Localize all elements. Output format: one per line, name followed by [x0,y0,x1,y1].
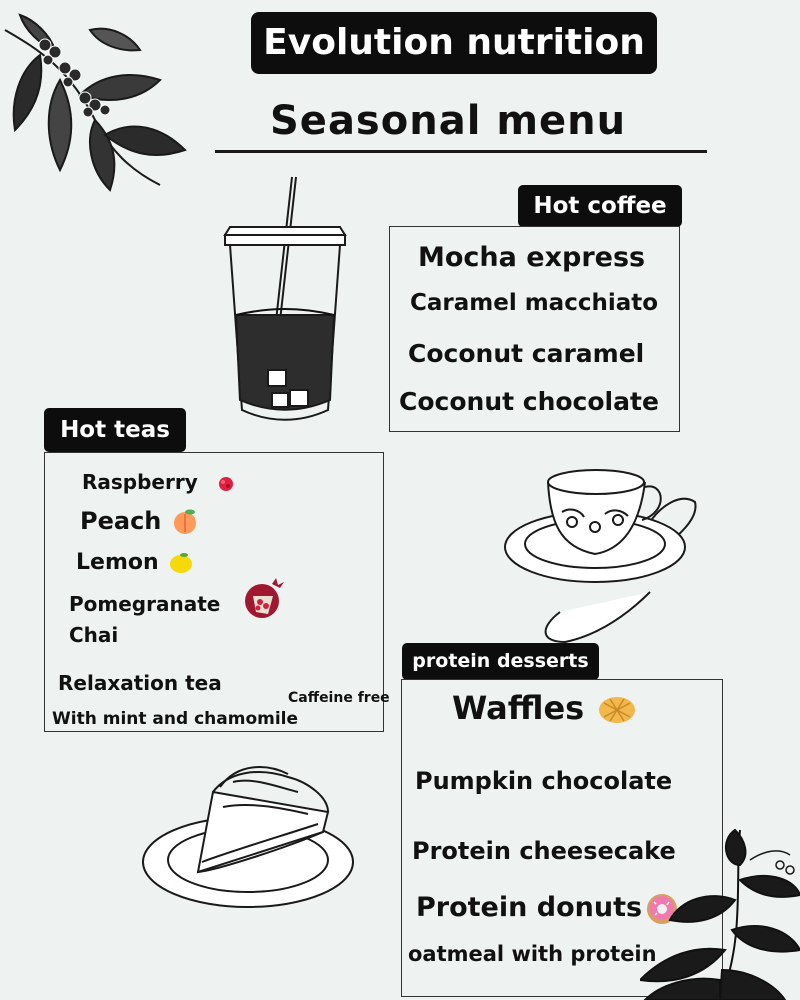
hot-teas-label: Hot teas [44,408,186,452]
caffeine-free-note: Caffeine free [288,690,390,706]
brand-title: Evolution nutrition [251,12,657,74]
dessert-item-pumpkin-chocolate: Pumpkin chocolate [415,767,673,795]
dessert-item-oatmeal: oatmeal with protein [408,942,657,966]
tea-item-chai: Chai [69,623,119,647]
protein-desserts-label: protein desserts [402,643,599,680]
tea-item-lemon: Lemon [76,550,159,575]
raspberry-icon [216,473,236,493]
waffle-icon [598,695,636,725]
coffee-item-coconut-chocolate: Coconut chocolate [399,387,659,416]
iced-coffee-cup-icon [210,175,360,430]
tea-item-raspberry: Raspberry [82,470,198,494]
dessert-item-waffles: Waffles [452,689,585,727]
coffee-item-coconut-caramel: Coconut caramel [408,339,645,368]
dessert-item-protein-cheesecake: Protein cheesecake [412,837,676,865]
coffee-branch-icon [0,10,190,195]
peach-icon [170,506,200,536]
teacup-icon [500,452,705,652]
tea-item-pomegranate: Pomegranate [69,592,221,616]
pie-slice-icon [138,752,358,912]
dessert-item-protein-donuts: Protein donuts [416,892,643,923]
lemon-icon [168,550,194,576]
menu-heading: Seasonal menu [270,98,627,144]
tea-item-relaxation: Relaxation tea [58,671,222,695]
coffee-item-caramel-macchiato: Caramel macchiato [410,290,659,316]
tea-item-peach: Peach [80,507,162,535]
leafy-plant-icon [640,820,800,1000]
heading-underline [215,150,707,153]
hot-coffee-label: Hot coffee [518,185,682,227]
pomegranate-icon [238,576,288,622]
tea-item-relaxation-detail: With mint and chamomile [52,709,299,729]
coffee-item-mocha: Mocha express [418,242,646,273]
